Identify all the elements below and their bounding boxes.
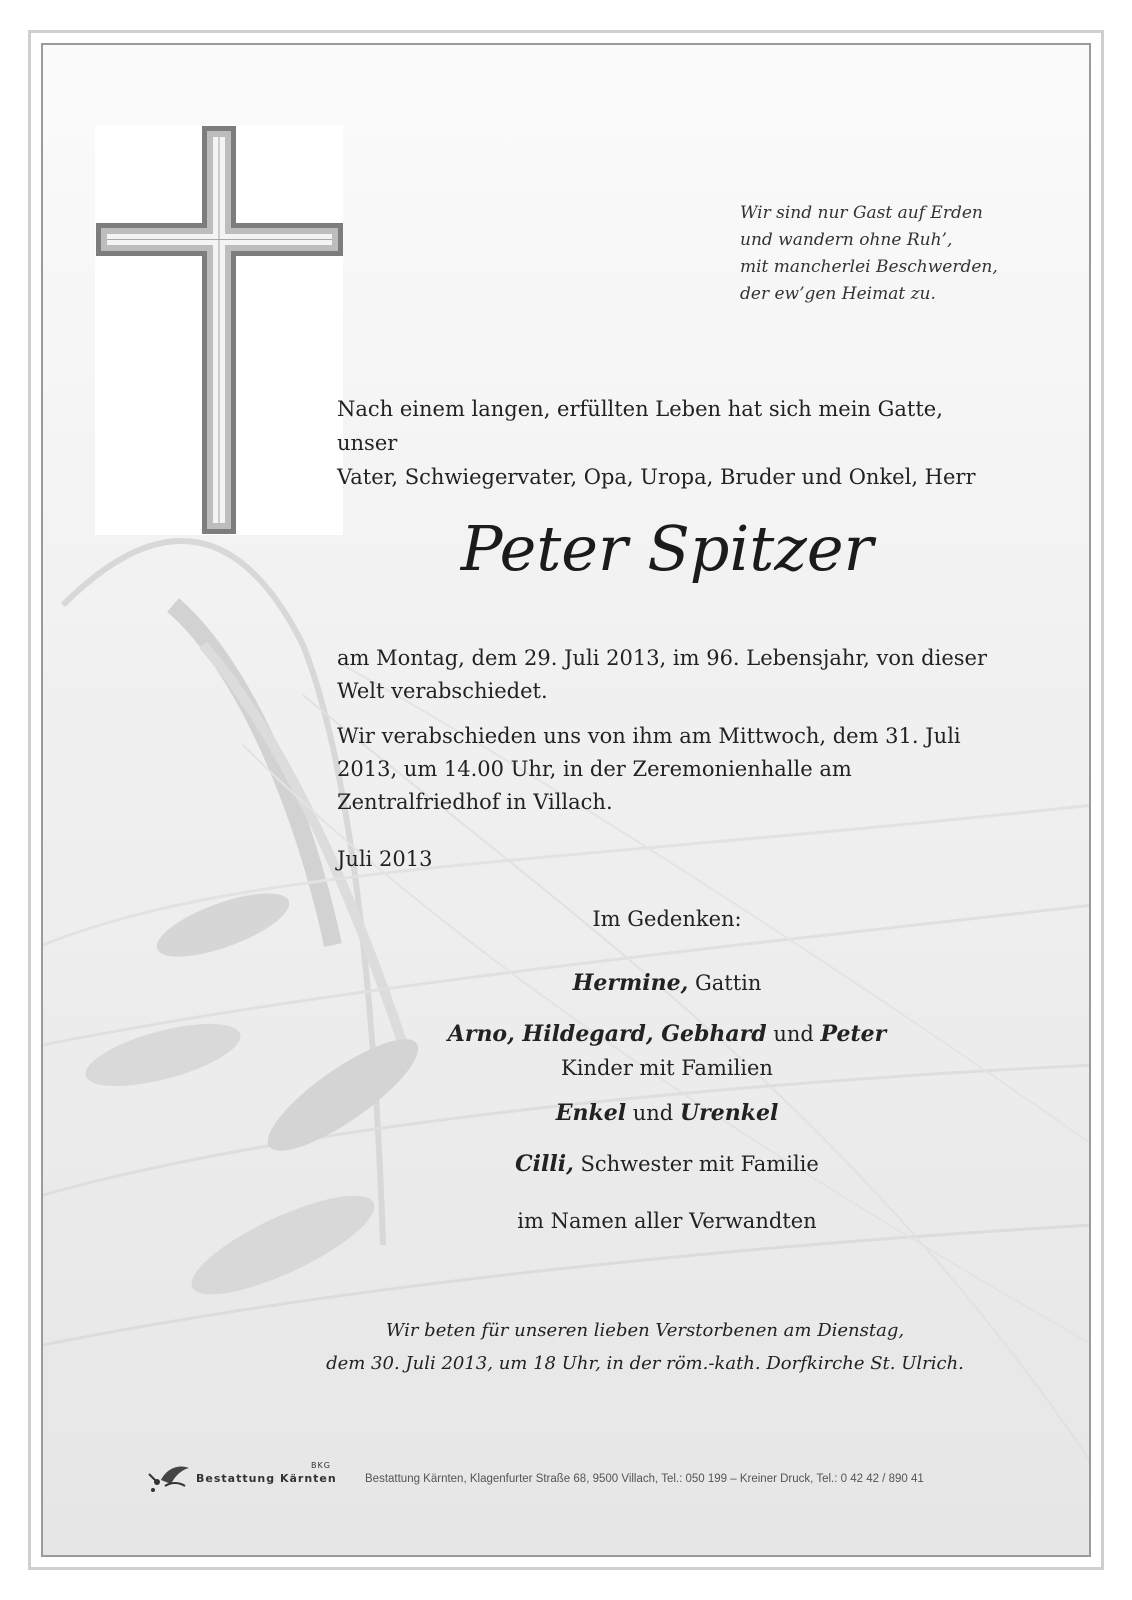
prayer-notice	[265, 1314, 1025, 1380]
prayer-line: dem 30. Juli 2013, um 18 Uhr, in der röm.-kath. Dorfkirche St. Ulrich.	[326, 1353, 964, 1374]
spouse-name: Hermine,	[572, 970, 689, 996]
mourners-heading: Im Gedenken:	[592, 907, 742, 931]
mourner-spouse	[337, 970, 997, 996]
intro-line: Nach einem langen, erfüllten Leben hat sich mein Gatte, unser	[337, 397, 943, 455]
mourner-relatives: im Namen aller Verwandten	[517, 1209, 817, 1233]
poem-line: mit mancherlei Beschwerden,	[740, 257, 998, 277]
poem	[740, 200, 1060, 308]
notice-date: Juli 2013	[337, 847, 433, 871]
mourner-children	[337, 1017, 997, 1085]
spouse-role: Gattin	[694, 971, 762, 995]
footer-address: Bestattung Kärnten, Klagenfurter Straße 68, 9500 Villach, Tel.: 050 199 – Kreiner Druck, Tel.: 0 42 42 / 890 41	[365, 1473, 924, 1485]
children-role: Kinder mit Familien	[561, 1056, 773, 1080]
poem-line: Wir sind nur Gast auf Erden	[740, 203, 983, 223]
great-grandchildren: Urenkel	[679, 1100, 779, 1126]
grandchildren: Enkel	[555, 1100, 627, 1126]
logo-text: Bestattung Kärnten	[196, 1472, 337, 1485]
poem-line: und wandern ohne Ruh’,	[740, 230, 953, 250]
children-name-last: Peter	[820, 1021, 887, 1047]
deceased-name: Peter Spitzer	[460, 512, 874, 585]
intro-text	[337, 392, 997, 494]
death-paragraph: am Montag, dem 29. Juli 2013, im 96. Lebensjahr, von dieser Welt verabschiedet.	[337, 646, 988, 703]
cross-panel	[95, 125, 343, 535]
children-names: Arno, Hildegard, Gebhard	[447, 1021, 767, 1047]
mourner-sister	[337, 1151, 997, 1177]
mourner-grandchildren	[337, 1100, 997, 1126]
logo-tag: BKG	[311, 1461, 331, 1470]
notice-card	[41, 43, 1091, 1557]
prayer-line: Wir beten für unseren lieben Verstorbenen am Dienstag,	[385, 1320, 905, 1341]
farewell-paragraph: Wir verabschieden uns von ihm am Mittwoch, dem 31. Juli 2013, um 14.00 Uhr, in der Zeremonienhalle am Zentralfriedhof in Villach.	[337, 724, 961, 814]
children-conjunction: und	[773, 1022, 814, 1046]
sister-role: Schwester mit Familie	[580, 1152, 819, 1176]
sister-name: Cilli,	[515, 1151, 574, 1177]
poem-line: der ew’gen Heimat zu.	[740, 284, 936, 304]
grandchildren-conjunction: und	[632, 1101, 674, 1125]
cross-icon	[95, 125, 343, 535]
intro-line: Vater, Schwiegervater, Opa, Uropa, Bruder und Onkel, Herr	[337, 465, 976, 489]
bird-logo-icon	[145, 1460, 195, 1494]
